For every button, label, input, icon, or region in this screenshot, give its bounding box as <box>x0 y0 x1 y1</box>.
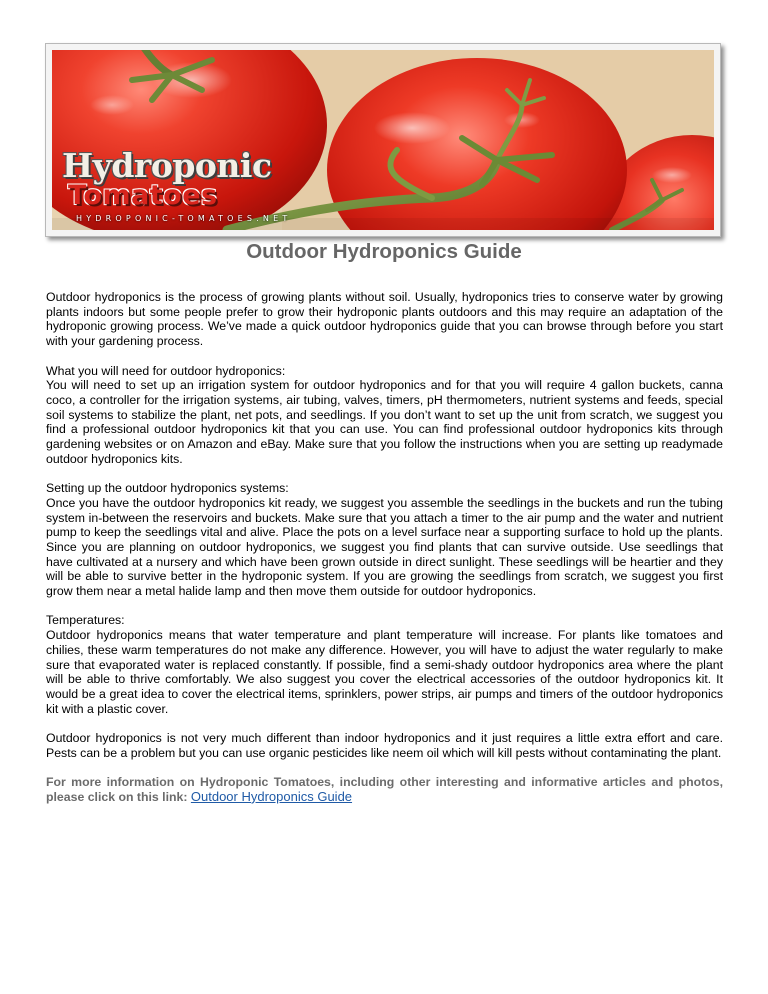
temperatures-section <box>46 613 723 716</box>
closing-paragraph: Outdoor hydroponics is not very much different than indoor hydroponics and it just requires a little extra effort and care. Pests can be a problem but you can use organic pesticides like neem oil which will kill pests without contaminating the plant. <box>46 731 723 760</box>
needs-paragraph: You will need to set up an irrigation system for outdoor hydroponics and for that you will require 4 gallon buckets, canna coco, a controller for the irrigation systems, air tubing, valves, timers, pH thermometers, nutrient systems and feeds, special soil systems to stabilize the plant, net pots, and seedlings. If you don’t want to set up the unit from scratch, we suggest you find a professional outdoor hydroponics kit that you can use. You can find professional outdoor hydroponics kits through gardening websites or on Amazon and eBay. Make sure that you follow the instructions when you are setting up readymade outdoor hydroponics kits. <box>46 378 723 466</box>
logo-text-tomatoes: Tomatoes <box>68 180 218 211</box>
header-banner <box>45 43 721 237</box>
setup-section <box>46 481 723 599</box>
tomato-banner-image <box>52 50 714 230</box>
setup-heading: Setting up the outdoor hydroponics systems: <box>46 481 289 496</box>
page-title: Outdoor Hydroponics Guide <box>246 240 522 263</box>
logo-website-text: HYDROPONIC-TOMATOES.NET <box>76 214 292 223</box>
setup-paragraph: Once you have the outdoor hydroponics kit ready, we suggest you assemble the seedlings in the buckets and run the tubing system in-between the reservoirs and buckets. Make sure that you attach a timer to the air pump and the water and nutrient pump to keep the seedlings vital and alive. Place the pots on a level surface near a supporting surface to hold up the plants. Since you are planning on outdoor hydroponics, we suggest you find plants that can survive outside. Use seedlings that have cultivated at a nursery and which have been grown outside in direct sunlight. These seedlings will be heartier and they will be able to survive better in the hydroponic system. If you are growing the seedlings from scratch, we suggest you first grow them near a metal halide lamp and then move them outside for outdoor hydroponics. <box>46 495 723 599</box>
article-body <box>46 290 723 819</box>
needs-section <box>46 364 723 467</box>
needs-heading: What you will need for outdoor hydroponics: <box>46 363 286 378</box>
more-info-text: For more information on Hydroponic Tomatoes, including other interesting and informative articles and photos, please click on this link: <box>46 775 723 804</box>
intro-paragraph: Outdoor hydroponics is the process of growing plants without soil. Usually, hydroponics tries to conserve water by growing plants indoors but some people prefer to grow their hydroponic plants outdoors and this may require an adaptation of the hydroponic growing process. We’ve made a quick outdoor hydroponics guide that you can browse through before you start with your gardening process. <box>46 290 723 349</box>
logo-text-hydroponic: Hydroponic <box>62 146 272 185</box>
brand-logo <box>62 148 292 228</box>
outdoor-hydroponics-guide-link[interactable]: Outdoor Hydroponics Guide <box>190 788 353 804</box>
temperatures-heading: Temperatures: <box>46 613 125 628</box>
more-info-note <box>46 775 723 804</box>
temperatures-paragraph: Outdoor hydroponics means that water temperature and plant temperature will increase. For plants like tomatoes and chilies, these warm temperatures do not make any difference. However, you will have to adjust the water regularly to make sure that evaporated water is replaced constantly. If possible, find a semi-shady outdoor hydroponics area where the plant will be able to thrive comfortably. We also suggest you cover the electrical accessories of the outdoor hydroponics kit. It would be a great idea to cover the electrical items, sprinklers, power strips, air pumps and timers of the outdoor hydroponics kit with a plastic cover. <box>46 628 723 716</box>
